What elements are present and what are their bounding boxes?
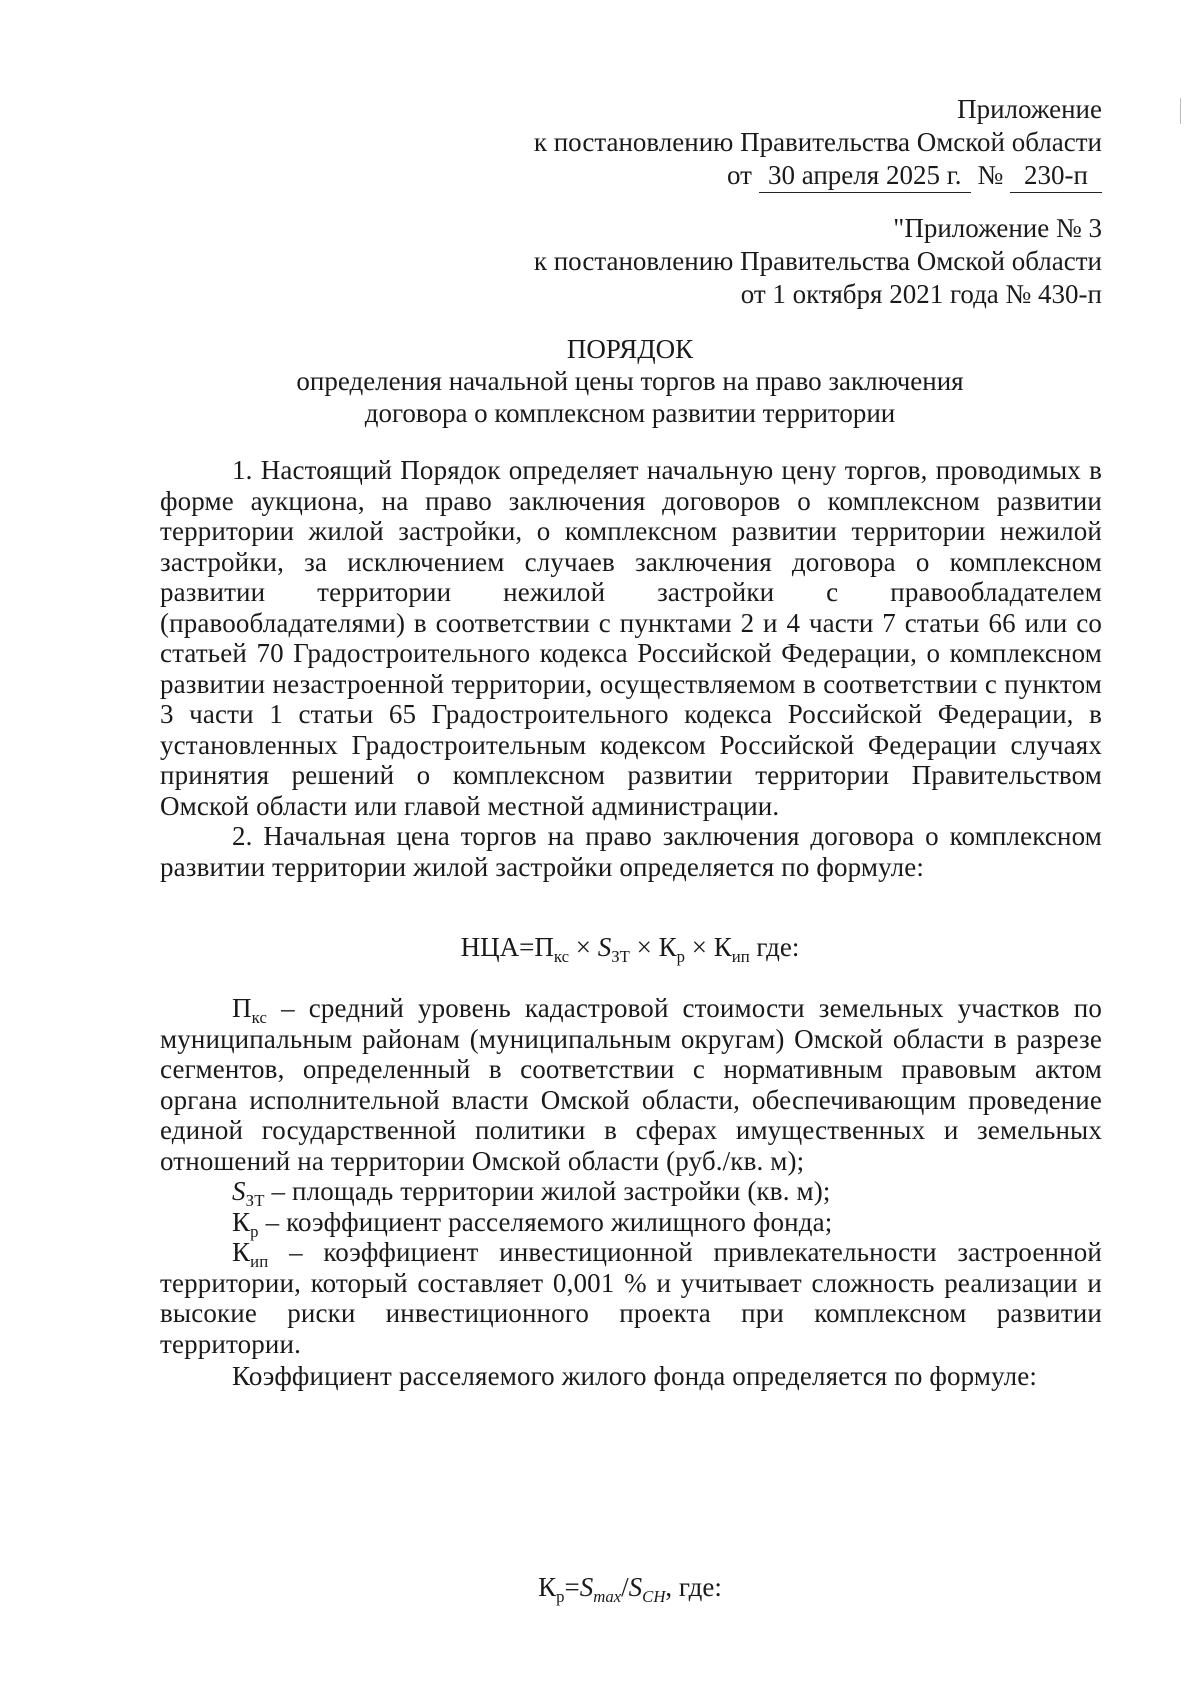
def-symbol-szt-main: S [232,1176,246,1206]
title-main: ПОРЯДОК [566,334,694,364]
symbol-szt [597,932,630,966]
symbol-szt-sub: ЗТ [611,946,630,966]
f2-symbol-smax-sub: max [593,1586,622,1606]
symbol-kip-sub: ип [731,946,750,966]
f2-symbol-kr [538,1572,565,1606]
number-label: № [977,160,1004,190]
definitions-section [160,993,1102,1392]
document-title [0,333,1200,429]
formula-kr [0,1572,1200,1606]
f2-symbol-sch-sub: CH [642,1586,666,1606]
symbol-szt-main: S [597,932,612,962]
definition-kip [160,1237,1102,1359]
resolution-number: 230-п [1010,159,1102,193]
symbol-pks-main: П [534,932,554,962]
equals-sign: = [519,932,535,962]
prior-appendix-header [534,212,1102,311]
from-label: от [727,160,752,190]
resolution-date: 30 апреля 2025 г. [759,159,971,193]
symbol-pks-sub: кс [553,946,570,966]
f2-symbol-kr-sub: р [556,1586,565,1606]
def-symbol-kip-sub: ип [250,1251,269,1271]
paragraph-3: Коэффициент расселяемого жилого фонда определяется по формуле: [232,1361,1038,1391]
appendix-resolution-line: к постановлению Правительства Омской области [533,127,1102,157]
def-symbol-pks-main: П [232,993,252,1023]
def-symbol-kr-sub: р [250,1221,259,1241]
body-section-1 [160,455,1102,882]
prior-resolution-line: к постановлению Правительства Омской области [533,246,1102,276]
def-pks-text: – средний уровень кадастровой стоимости земельных участков по муниципальным районам (муниципальным округам) Омской области в разрезе сегментов, определенный в соответствии с нормативным правовым актом органа исполнительной власти Омской области, обеспечивающим проведение единой государственной политики в сферах имущественных и земельных отношений на территории Омской области (руб./кв. м); [160,993,1102,1176]
f2-symbol-sch-main: S [628,1572,643,1602]
f2-slash: / [621,1572,629,1602]
f2-symbol-sch [628,1572,666,1606]
times-sign: × [636,932,652,962]
title-subtitle-line2: договора о комплексном развитии территории [364,398,896,428]
def-symbol-pks-sub: кс [251,1007,268,1027]
f2-symbol-kr-main: К [538,1572,557,1602]
f2-tail: , где: [665,1572,722,1602]
f2-symbol-smax [579,1572,622,1606]
formula-lhs: НЦА [460,932,520,962]
paragraph-2: 2. Начальная цена торгов на право заключения договора о комплексном развитии территории жилой застройки определяется по формуле: [160,821,1102,882]
prior-resolution-date: от 1 октября 2021 года № 430-п [740,279,1102,309]
prior-appendix-label: "Приложение № 3 [893,213,1102,243]
symbol-kr-sub: р [676,946,685,966]
definition-szt [160,1176,1102,1210]
times-sign: × [575,932,591,962]
appendix-label: Приложение [957,94,1102,124]
definition-kr [160,1206,1102,1241]
symbol-kr-main: К [658,932,677,962]
scan-speck [1180,98,1181,124]
f2-equals-sign: = [564,1572,580,1602]
appendix-date-line [534,159,1102,193]
def-symbol-kr-main: К [232,1206,251,1237]
def-symbol-kip-main: К [232,1237,251,1267]
def-kip-text: – коэффициент инвестиционной привлекательности застроенной территории, который составляет 0,001 % и учитывает сложность реализации и высокие риски инвестиционного проекта при комплексном развитии территории. [160,1237,1102,1359]
f2-symbol-smax-main: S [579,1572,594,1602]
formula-nca [0,932,1200,966]
paragraph-1: 1. Настоящий Порядок определяет начальную цену торгов, проводимых в форме аукциона, на право заключения договоров о комплексном развитии территории жилой застройки, о комплексном развитии территории нежилой застройки, за исключением случаев заключения договора о комплексном развитии территории нежилой застройки с правообладателем (правообладателями) в соответствии с пунктами 2 и 4 части 7 статьи 66 или со статьей 70 Градостроительного кодекса Российской Федерации, о комплексном развитии незастроенной территории, осуществляемом в соответствии с пунктом 3 части 1 статьи 65 Градостроительного кодекса Российской Федерации, в установленных Градостроительным кодексом Российской Федерации случаях принятия решений о комплексном развитии территории Правительством Омской области или главой местной администрации. [160,455,1102,821]
appendix-header [534,93,1102,193]
symbol-kip-main: К [713,932,732,962]
def-symbol-szt-sub: ЗТ [245,1190,265,1210]
title-subtitle-line1: определения начальной цены торгов на право заключения [296,366,964,396]
symbol-kip [713,932,750,966]
symbol-pks [534,932,570,966]
def-kr-text: – коэффициент расселяемого жилищного фонда; [258,1206,833,1237]
formula-tail: где: [749,932,800,962]
def-szt-text: – площадь территории жилой застройки (кв. м); [264,1176,831,1206]
definition-pks [160,993,1102,1176]
times-sign: × [691,932,707,962]
symbol-kr [658,932,685,966]
